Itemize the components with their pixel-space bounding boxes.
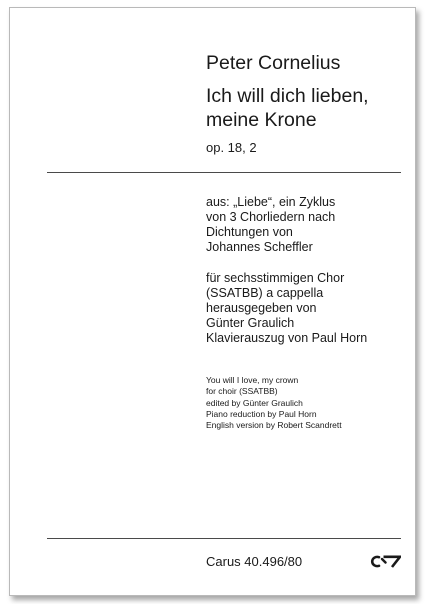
score-cover-page — [9, 7, 416, 596]
english-line: English version by Robert Scandrett — [206, 420, 342, 431]
english-line: Piano reduction by Paul Horn — [206, 408, 317, 419]
top-divider — [47, 172, 401, 173]
carus-logo-icon — [369, 555, 401, 568]
catalog-number: Carus 40.496/80 — [206, 554, 303, 569]
english-line: for choir (SSATBB) — [206, 386, 278, 397]
scoring-line: Klavierauszug von Paul Horn — [206, 331, 368, 345]
scoring-info — [206, 271, 367, 346]
scoring-line: (SSATBB) a cappella — [206, 286, 324, 300]
english-info — [206, 375, 342, 431]
work-title — [206, 84, 369, 132]
english-line: edited by Günter Graulich — [206, 397, 303, 408]
bottom-divider — [47, 538, 401, 539]
source-line: Dichtungen von — [206, 225, 293, 239]
composer-name: Peter Cornelius — [206, 52, 341, 74]
scoring-line: herausgegeben von — [206, 301, 317, 315]
source-line: von 3 Chorliedern nach — [206, 210, 336, 224]
opus-number: op. 18, 2 — [206, 140, 257, 155]
work-title-line: Ich will dich lieben, — [206, 85, 369, 107]
scoring-line: Günter Graulich — [206, 316, 295, 330]
source-line: aus: „Liebe“, ein Zyklus — [206, 195, 336, 209]
source-line: Johannes Scheffler — [206, 240, 313, 254]
scoring-line: für sechsstimmigen Chor — [206, 271, 345, 285]
source-info — [206, 195, 335, 255]
english-line: You will I love, my crown — [206, 375, 299, 385]
work-title-line: meine Krone — [206, 109, 317, 131]
